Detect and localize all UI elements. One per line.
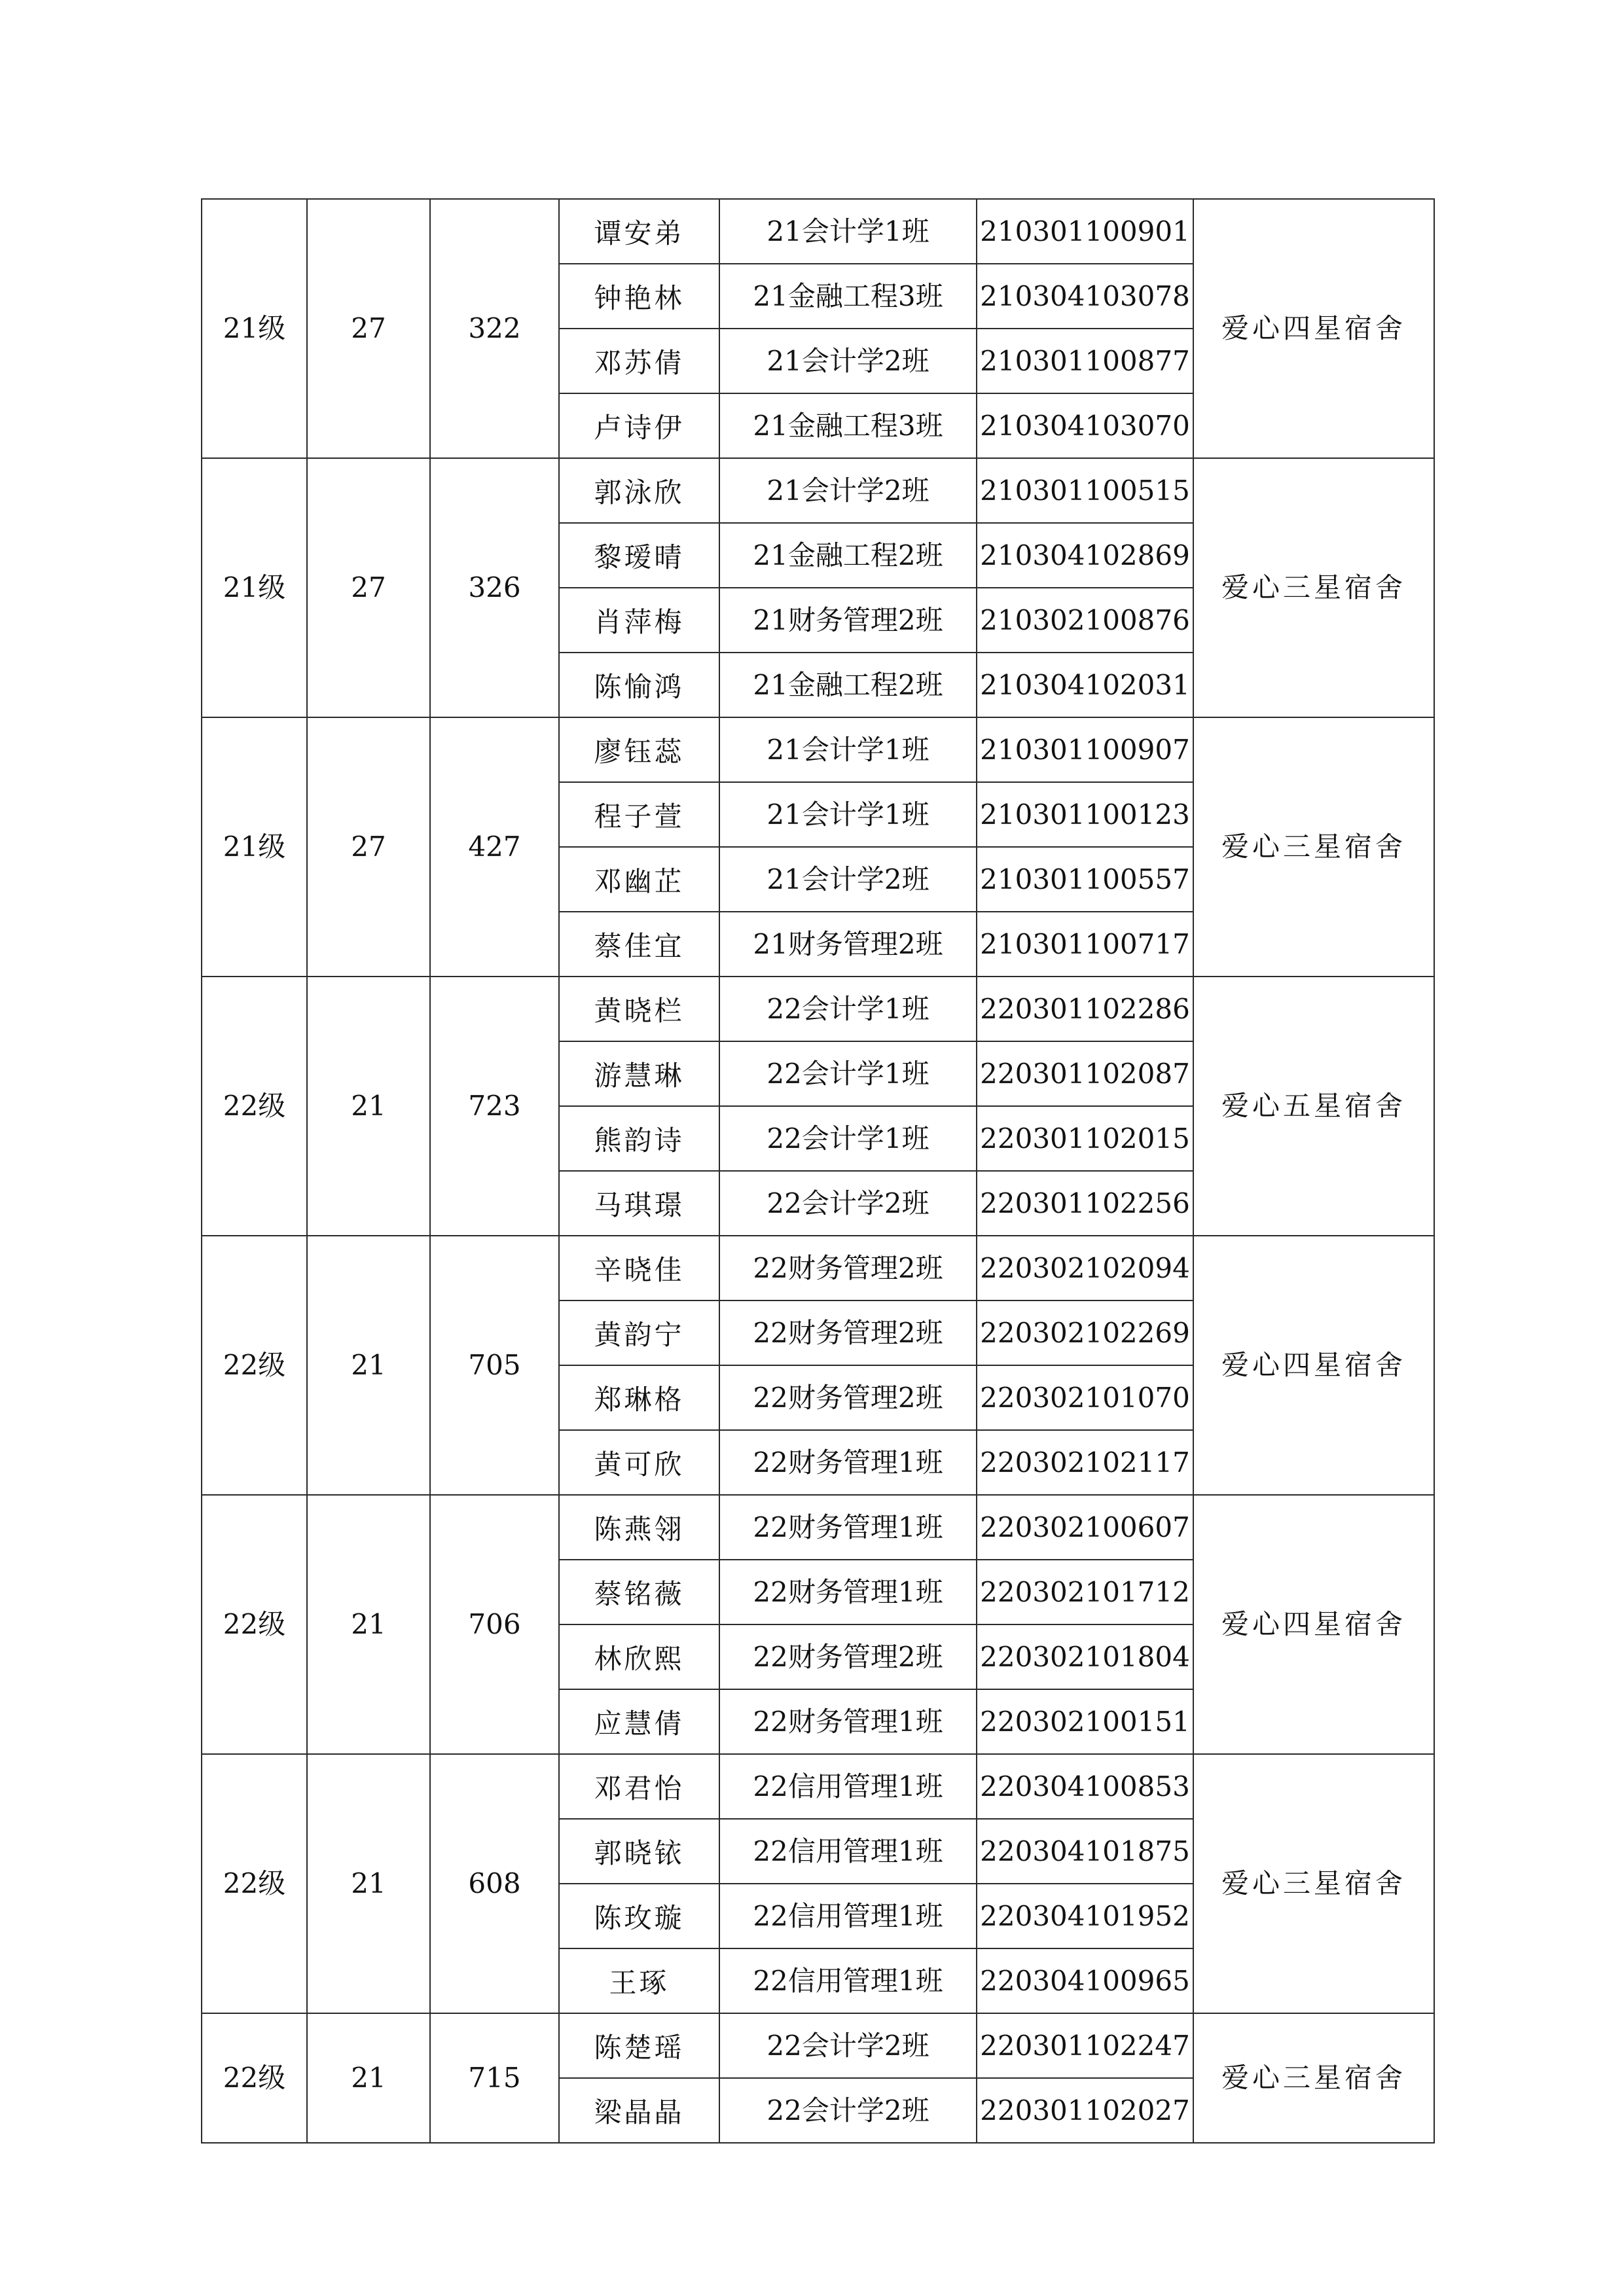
student-name-cell: 邓幽芷 — [559, 847, 719, 912]
table-row — [202, 2013, 1434, 2078]
student-id-cell: 220301102087 — [977, 1041, 1193, 1106]
class-cell: 22财务管理1班 — [719, 1430, 977, 1495]
building-cell: 21 — [307, 2013, 430, 2143]
class-cell: 21财务管理2班 — [719, 912, 977, 977]
dorm-rating-cell: 爱心三星宿舍 — [1193, 717, 1434, 977]
building-cell: 21 — [307, 1236, 430, 1495]
grade-cell: 22级 — [202, 977, 307, 1236]
student-name-cell: 黄可欣 — [559, 1430, 719, 1495]
table-row — [202, 977, 1434, 1041]
room-cell: 322 — [430, 199, 559, 458]
building-cell: 27 — [307, 717, 430, 977]
student-id-cell: 220304100853 — [977, 1754, 1193, 1819]
student-id-cell: 210302100876 — [977, 588, 1193, 653]
class-cell: 22财务管理2班 — [719, 1236, 977, 1300]
student-id-cell: 220302102117 — [977, 1430, 1193, 1495]
student-id-cell: 220301102247 — [977, 2013, 1193, 2078]
building-cell: 21 — [307, 1754, 430, 2013]
class-cell: 21会计学2班 — [719, 329, 977, 393]
student-name-cell: 陈玫璇 — [559, 1884, 719, 1948]
grade-cell: 22级 — [202, 1754, 307, 2013]
student-id-cell: 210301100123 — [977, 782, 1193, 847]
student-name-cell: 黄韵宁 — [559, 1300, 719, 1365]
student-name-cell: 卢诗伊 — [559, 393, 719, 458]
dorm-rating-cell: 爱心四星宿舍 — [1193, 1236, 1434, 1495]
class-cell: 22会计学2班 — [719, 2013, 977, 2078]
student-id-cell: 210301100901 — [977, 199, 1193, 264]
student-name-cell: 邓君怡 — [559, 1754, 719, 1819]
student-id-cell: 220302102094 — [977, 1236, 1193, 1300]
student-name-cell: 陈楚瑶 — [559, 2013, 719, 2078]
student-name-cell: 林欣熙 — [559, 1624, 719, 1689]
class-cell: 22财务管理2班 — [719, 1365, 977, 1430]
class-cell: 21财务管理2班 — [719, 588, 977, 653]
student-id-cell: 220301102256 — [977, 1171, 1193, 1236]
student-id-cell: 220304101952 — [977, 1884, 1193, 1948]
class-cell: 22会计学2班 — [719, 1171, 977, 1236]
student-name-cell: 黄晓栏 — [559, 977, 719, 1041]
table-row — [202, 717, 1434, 782]
class-cell: 22财务管理1班 — [719, 1560, 977, 1624]
student-id-cell: 220301102286 — [977, 977, 1193, 1041]
class-cell: 22财务管理2班 — [719, 1624, 977, 1689]
class-cell: 22财务管理1班 — [719, 1495, 977, 1560]
student-name-cell: 蔡佳宜 — [559, 912, 719, 977]
building-cell: 21 — [307, 1495, 430, 1754]
room-cell: 723 — [430, 977, 559, 1236]
grade-cell: 21级 — [202, 717, 307, 977]
table-row — [202, 199, 1434, 264]
class-cell: 22信用管理1班 — [719, 1948, 977, 2013]
grade-cell: 22级 — [202, 1236, 307, 1495]
room-cell: 706 — [430, 1495, 559, 1754]
student-name-cell: 郭晓铱 — [559, 1819, 719, 1884]
student-id-cell: 210304102031 — [977, 653, 1193, 717]
student-id-cell: 210304103070 — [977, 393, 1193, 458]
student-name-cell: 熊韵诗 — [559, 1106, 719, 1171]
student-id-cell: 220302101804 — [977, 1624, 1193, 1689]
student-id-cell: 210301100877 — [977, 329, 1193, 393]
student-name-cell: 马琪璟 — [559, 1171, 719, 1236]
student-id-cell: 220302101712 — [977, 1560, 1193, 1624]
student-name-cell: 钟艳林 — [559, 264, 719, 329]
building-cell: 27 — [307, 458, 430, 717]
class-cell: 21金融工程3班 — [719, 264, 977, 329]
student-name-cell: 陈燕翎 — [559, 1495, 719, 1560]
class-cell: 22会计学1班 — [719, 977, 977, 1041]
class-cell: 22会计学1班 — [719, 1041, 977, 1106]
class-cell: 21会计学1班 — [719, 199, 977, 264]
student-id-cell: 220304101875 — [977, 1819, 1193, 1884]
dorm-rating-cell: 爱心四星宿舍 — [1193, 1495, 1434, 1754]
room-cell: 427 — [430, 717, 559, 977]
dorm-rating-cell: 爱心四星宿舍 — [1193, 199, 1434, 458]
class-cell: 22信用管理1班 — [719, 1819, 977, 1884]
student-name-cell: 陈愉鸿 — [559, 653, 719, 717]
student-name-cell: 黎瑷晴 — [559, 523, 719, 588]
class-cell: 22信用管理1班 — [719, 1754, 977, 1819]
building-cell: 21 — [307, 977, 430, 1236]
student-id-cell: 220302100151 — [977, 1689, 1193, 1754]
student-name-cell: 郑琳格 — [559, 1365, 719, 1430]
dorm-rating-cell: 爱心三星宿舍 — [1193, 1754, 1434, 2013]
student-id-cell: 220302100607 — [977, 1495, 1193, 1560]
class-cell: 22财务管理1班 — [719, 1689, 977, 1754]
student-name-cell: 梁晶晶 — [559, 2078, 719, 2143]
room-cell: 705 — [430, 1236, 559, 1495]
class-cell: 21金融工程3班 — [719, 393, 977, 458]
student-name-cell: 蔡铭薇 — [559, 1560, 719, 1624]
student-id-cell: 210304102869 — [977, 523, 1193, 588]
student-id-cell: 210301100717 — [977, 912, 1193, 977]
student-id-cell: 210301100515 — [977, 458, 1193, 523]
student-name-cell: 肖萍梅 — [559, 588, 719, 653]
class-cell: 21会计学1班 — [719, 782, 977, 847]
student-id-cell: 220302101070 — [977, 1365, 1193, 1430]
class-cell: 22会计学1班 — [719, 1106, 977, 1171]
class-cell: 21会计学1班 — [719, 717, 977, 782]
building-cell: 27 — [307, 199, 430, 458]
dormitory-rating-table — [201, 198, 1435, 2144]
student-name-cell: 辛晓佳 — [559, 1236, 719, 1300]
class-cell: 21金融工程2班 — [719, 653, 977, 717]
student-name-cell: 应慧倩 — [559, 1689, 719, 1754]
dorm-rating-cell: 爱心三星宿舍 — [1193, 458, 1434, 717]
student-name-cell: 游慧琳 — [559, 1041, 719, 1106]
class-cell: 21金融工程2班 — [719, 523, 977, 588]
student-name-cell: 邓苏倩 — [559, 329, 719, 393]
class-cell: 22会计学2班 — [719, 2078, 977, 2143]
room-cell: 326 — [430, 458, 559, 717]
dorm-rating-cell: 爱心三星宿舍 — [1193, 2013, 1434, 2143]
class-cell: 21会计学2班 — [719, 847, 977, 912]
grade-cell: 22级 — [202, 1495, 307, 1754]
grade-cell: 21级 — [202, 199, 307, 458]
table-row — [202, 1495, 1434, 1560]
grade-cell: 22级 — [202, 2013, 307, 2143]
student-name-cell: 王琢 — [559, 1948, 719, 2013]
room-cell: 608 — [430, 1754, 559, 2013]
student-id-cell: 210301100907 — [977, 717, 1193, 782]
student-id-cell: 210304103078 — [977, 264, 1193, 329]
student-name-cell: 郭泳欣 — [559, 458, 719, 523]
room-cell: 715 — [430, 2013, 559, 2143]
student-id-cell: 210301100557 — [977, 847, 1193, 912]
class-cell: 22财务管理2班 — [719, 1300, 977, 1365]
student-name-cell: 廖钰蕊 — [559, 717, 719, 782]
dorm-rating-cell: 爱心五星宿舍 — [1193, 977, 1434, 1236]
student-name-cell: 谭安弟 — [559, 199, 719, 264]
student-name-cell: 程子萱 — [559, 782, 719, 847]
class-cell: 22信用管理1班 — [719, 1884, 977, 1948]
student-id-cell: 220304100965 — [977, 1948, 1193, 2013]
table-row — [202, 1236, 1434, 1300]
grade-cell: 21级 — [202, 458, 307, 717]
class-cell: 21会计学2班 — [719, 458, 977, 523]
student-id-cell: 220301102027 — [977, 2078, 1193, 2143]
table-row — [202, 1754, 1434, 1819]
table-row — [202, 458, 1434, 523]
student-id-cell: 220302102269 — [977, 1300, 1193, 1365]
table-body — [202, 199, 1434, 2143]
student-id-cell: 220301102015 — [977, 1106, 1193, 1171]
